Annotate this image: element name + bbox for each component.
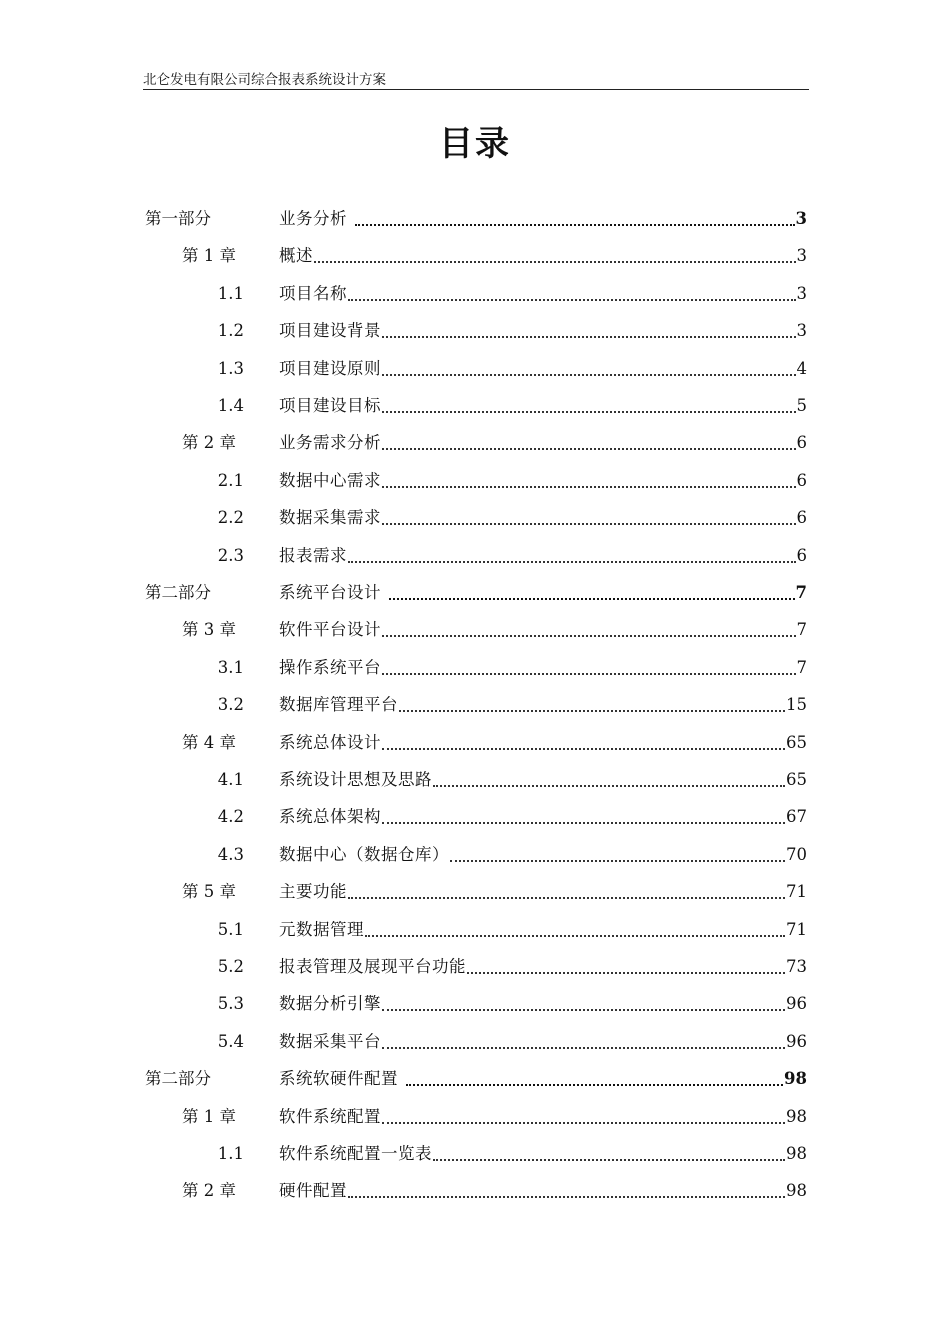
- toc-page-number: 65: [786, 732, 807, 752]
- toc-number: 5.4: [217, 1031, 244, 1051]
- toc-page-number: 71: [786, 919, 807, 939]
- toc-entry-part[interactable]: [0, 579, 950, 607]
- toc-number: 1.1: [217, 283, 244, 303]
- toc-link[interactable]: [279, 1028, 807, 1056]
- toc-entry-part[interactable]: [0, 205, 950, 233]
- dot-leader: [382, 486, 796, 488]
- toc-label: 业务分析: [279, 209, 347, 228]
- dot-leader: [348, 1196, 785, 1198]
- toc-link[interactable]: [279, 654, 807, 682]
- toc-label: 数据采集需求: [279, 508, 381, 528]
- toc-label: 项目建设原则: [279, 358, 381, 378]
- toc-label: 数据库管理平台: [279, 695, 398, 715]
- running-header: 北仑发电有限公司综合报表系统设计方案: [143, 72, 809, 90]
- toc-page-number: 71: [786, 882, 807, 902]
- toc-page-number: 5: [796, 396, 807, 415]
- toc-link[interactable]: [279, 990, 807, 1018]
- toc-page-number: 3: [796, 321, 807, 341]
- toc-link[interactable]: [279, 729, 807, 757]
- toc-label: 数据采集平台: [279, 1031, 381, 1051]
- toc-page-number: 98: [786, 1181, 807, 1201]
- toc-entry-section[interactable]: [0, 841, 950, 869]
- toc-entry-chapter[interactable]: [0, 242, 950, 270]
- toc-link[interactable]: [279, 766, 807, 794]
- toc-number: 第二部分: [145, 1069, 211, 1089]
- dot-leader: [382, 748, 785, 750]
- toc-number: 第 5 章: [182, 882, 236, 902]
- toc-link[interactable]: [279, 1140, 807, 1168]
- toc-entry-section[interactable]: [0, 542, 950, 570]
- dot-leader: [399, 710, 785, 712]
- dot-leader: [382, 374, 796, 376]
- toc-link[interactable]: [279, 1103, 807, 1131]
- toc-link[interactable]: [279, 616, 807, 644]
- toc-label: 报表需求: [279, 545, 347, 565]
- toc-link[interactable]: [279, 841, 807, 869]
- toc-label: 软件系统配置一览表: [279, 1144, 432, 1163]
- toc-page-number: 6: [796, 508, 807, 528]
- toc-link[interactable]: [279, 392, 807, 420]
- toc-entry-section[interactable]: [0, 803, 950, 831]
- toc-page-number: 7: [796, 657, 807, 677]
- toc-entry-chapter[interactable]: [0, 1103, 950, 1131]
- toc-label: 系统平台设计: [279, 583, 381, 602]
- toc-link[interactable]: [279, 542, 807, 570]
- dot-leader: [348, 897, 785, 899]
- toc-label: 元数据管理: [279, 919, 364, 939]
- toc-page-number: 98: [786, 1144, 807, 1163]
- toc-number: 第 3 章: [182, 620, 236, 640]
- toc-page-number: 73: [786, 957, 807, 976]
- toc-label: 项目建设背景: [279, 321, 381, 341]
- toc-label: 系统总体架构: [279, 807, 381, 827]
- toc-entry-section[interactable]: [0, 355, 950, 383]
- toc-label: 报表管理及展现平台功能: [279, 957, 466, 976]
- toc-number: 1.3: [217, 358, 244, 378]
- toc-label: 数据中心需求: [279, 470, 381, 490]
- toc-page-number: 4: [796, 358, 807, 378]
- toc-entry-section[interactable]: [0, 916, 950, 944]
- toc-number: 2.1: [217, 470, 244, 490]
- dot-leader: [382, 673, 796, 675]
- toc-page-number: 3: [795, 209, 807, 228]
- toc-link[interactable]: [279, 429, 807, 457]
- dot-leader: [382, 1009, 785, 1011]
- toc-number: 1.2: [217, 321, 244, 341]
- toc-page-number: 65: [786, 770, 807, 789]
- toc-page-number: 7: [796, 620, 807, 640]
- toc-label: 系统软硬件配置: [279, 1069, 398, 1089]
- toc-page-number: 7: [795, 583, 807, 602]
- dot-leader: [382, 822, 785, 824]
- toc-page-number: 96: [786, 1031, 807, 1051]
- toc-link[interactable]: [279, 691, 807, 719]
- toc-page-number: 6: [796, 545, 807, 565]
- toc-number: 第 2 章: [182, 433, 236, 453]
- toc-number: 4.1: [217, 770, 244, 789]
- dot-leader: [433, 785, 785, 787]
- dot-leader: [355, 224, 795, 226]
- toc-label: 业务需求分析: [279, 433, 381, 453]
- toc-entry-section[interactable]: [0, 953, 950, 981]
- toc-number: 第 1 章: [182, 246, 236, 266]
- toc-entry-part[interactable]: [0, 1065, 950, 1093]
- toc-entry-section[interactable]: [0, 467, 950, 495]
- toc-link[interactable]: [279, 467, 807, 495]
- toc-number: 1.4: [217, 396, 244, 415]
- toc-label: 主要功能: [279, 882, 347, 902]
- toc-entry-section[interactable]: [0, 766, 950, 794]
- toc-number: 5.2: [217, 957, 244, 976]
- toc-entry-chapter[interactable]: [0, 1177, 950, 1205]
- toc-label: 软件平台设计: [279, 620, 381, 640]
- toc-number: 4.3: [217, 844, 244, 864]
- toc-link[interactable]: [279, 1177, 807, 1205]
- toc-entry-chapter[interactable]: [0, 429, 950, 457]
- toc-page-number: 6: [796, 470, 807, 490]
- toc-link[interactable]: [279, 579, 807, 607]
- dot-leader: [382, 448, 796, 450]
- toc-entry-section[interactable]: [0, 1028, 950, 1056]
- toc-page-number: 15: [786, 695, 807, 715]
- toc-link[interactable]: [279, 878, 807, 906]
- dot-leader: [365, 935, 785, 937]
- toc-number: 第 2 章: [182, 1181, 236, 1201]
- toc-link[interactable]: [279, 953, 807, 981]
- toc-page-number: 3: [796, 246, 807, 266]
- toc-link[interactable]: [279, 803, 807, 831]
- toc-entry-section[interactable]: [0, 504, 950, 532]
- dot-leader: [406, 1084, 783, 1086]
- toc-label: 系统总体设计: [279, 732, 381, 752]
- toc-page-number: 67: [786, 807, 807, 827]
- toc-number: 4.2: [217, 807, 244, 827]
- toc-page-number: 3: [796, 283, 807, 303]
- toc-link[interactable]: [279, 280, 807, 308]
- dot-leader: [382, 523, 796, 525]
- toc-entry-section[interactable]: [0, 280, 950, 308]
- toc-label: 项目建设目标: [279, 396, 381, 415]
- toc-label: 软件系统配置: [279, 1106, 381, 1126]
- toc-page-number: 70: [786, 844, 807, 864]
- toc-link[interactable]: [279, 1065, 807, 1093]
- toc-number: 第 1 章: [182, 1106, 236, 1126]
- toc-number: 5.3: [217, 994, 244, 1014]
- toc-page-number: 98: [786, 1106, 807, 1126]
- toc-link[interactable]: [279, 205, 807, 233]
- toc-page-number: 6: [796, 433, 807, 453]
- toc-number: 第 4 章: [182, 732, 236, 752]
- toc-page-number: 96: [786, 994, 807, 1014]
- toc-link[interactable]: [279, 242, 807, 270]
- toc-entry-chapter[interactable]: [0, 878, 950, 906]
- dot-leader: [382, 411, 796, 413]
- dot-leader: [382, 1047, 785, 1049]
- toc-number: 2.3: [217, 545, 244, 565]
- dot-leader: [389, 598, 795, 600]
- page-title: 目录: [439, 124, 511, 164]
- toc-entry-section[interactable]: [0, 1140, 950, 1168]
- dot-leader: [382, 635, 796, 637]
- toc-label: 系统设计思想及思路: [279, 770, 432, 789]
- toc-label: 概述: [279, 246, 313, 266]
- dot-leader: [433, 1159, 785, 1161]
- dot-leader: [348, 561, 796, 563]
- toc-number: 2.2: [217, 508, 244, 528]
- toc-entry-section[interactable]: [0, 691, 950, 719]
- toc-link[interactable]: [279, 317, 807, 345]
- dot-leader: [382, 336, 796, 338]
- toc-entry-section[interactable]: [0, 990, 950, 1018]
- toc-entry-section[interactable]: [0, 392, 950, 420]
- toc-number: 第一部分: [145, 209, 211, 228]
- toc-label: 操作系统平台: [279, 657, 381, 677]
- dot-leader: [450, 860, 785, 862]
- toc-label: 数据中心（数据仓库）: [279, 844, 449, 864]
- toc-number: 5.1: [217, 919, 244, 939]
- toc-link[interactable]: [279, 504, 807, 532]
- toc-page-number: 98: [784, 1069, 807, 1089]
- toc-link[interactable]: [279, 355, 807, 383]
- toc-label: 数据分析引擎: [279, 994, 381, 1014]
- toc-label: 硬件配置: [279, 1181, 347, 1201]
- toc-entry-chapter[interactable]: [0, 729, 950, 757]
- toc-number: 3.2: [217, 695, 244, 715]
- dot-leader: [382, 1122, 785, 1124]
- toc-number: 第二部分: [145, 583, 211, 602]
- toc-number: 3.1: [217, 657, 244, 677]
- toc-link[interactable]: [279, 916, 807, 944]
- toc-entry-section[interactable]: [0, 654, 950, 682]
- dot-leader: [348, 299, 796, 301]
- toc-label: 项目名称: [279, 283, 347, 303]
- toc-number: 1.1: [217, 1144, 244, 1163]
- toc-entry-chapter[interactable]: [0, 616, 950, 644]
- toc-entry-section[interactable]: [0, 317, 950, 345]
- dot-leader: [467, 972, 785, 974]
- dot-leader: [314, 261, 796, 263]
